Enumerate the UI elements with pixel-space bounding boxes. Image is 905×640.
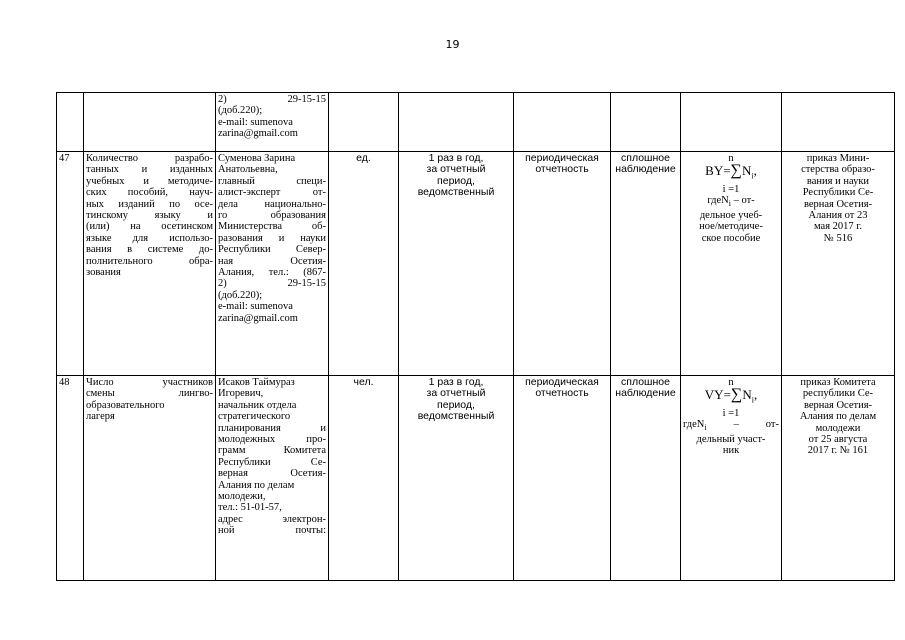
legal-basis-line: Алания от 23 (808, 210, 868, 222)
responsible-line: дела национально- (218, 198, 326, 210)
formula-comma: , (753, 387, 758, 403)
formula-explanation-line (683, 233, 779, 244)
formula-explanation-tail: – от- (730, 195, 755, 207)
page-number: 19 (445, 38, 460, 51)
formula-lower-limit: i =1 (722, 184, 740, 195)
collection-method (611, 152, 681, 376)
indicator-name-line: ных изданий по осе- (86, 198, 213, 210)
row-number: 47 (57, 152, 84, 376)
unit-of-measure: ед. (329, 152, 399, 376)
table-row (57, 376, 895, 581)
formula-explanation-line (683, 221, 779, 232)
indicators-table (56, 92, 895, 581)
responsible-line: 2) 29-15-15 (218, 94, 326, 105)
responsible-line: Министерства об- (218, 221, 326, 233)
periodicity (399, 93, 514, 152)
responsible-line: 2) 29-15-15 (218, 278, 326, 290)
responsible-line: Республики Север- (218, 244, 326, 256)
collection-form-line: периодическая (525, 376, 599, 388)
responsible-line: верная Осетия- (218, 468, 326, 480)
formula-explanation-line (683, 445, 779, 456)
formula-explanation-tail: – от- (706, 419, 779, 431)
row-number: 48 (57, 376, 84, 581)
periodicity-line: 1 раз в год, (428, 152, 484, 164)
legal-basis-line: республики Се- (802, 388, 874, 400)
formula-term-index: i (751, 396, 754, 405)
responsible-line: стратегического (218, 411, 291, 423)
legal-basis-line: молодежи (815, 422, 861, 434)
indicator-name (84, 93, 216, 152)
periodicity-line: 1 раз в год, (428, 376, 484, 388)
responsible-line: zarina@gmail.com (218, 312, 298, 324)
responsible-line: го образования (218, 210, 326, 222)
legal-basis-line: Республики Се- (802, 187, 874, 199)
indicator-name (84, 152, 216, 376)
formula-upper-limit: n (728, 153, 734, 164)
formula-explanation-index: i (728, 199, 731, 209)
indicator-name-line: учебных и методиче- (86, 175, 213, 187)
responsible-line: Игоревич, (218, 388, 264, 400)
indicator-name-line: языке для использо- (86, 232, 213, 244)
formula-explanation-text: ник (722, 445, 740, 457)
responsible-line: Алания по делам (218, 479, 295, 491)
responsible-person (216, 93, 329, 152)
legal-basis-line: приказ Мини- (806, 153, 870, 164)
responsible-line: (доб.220); (218, 289, 263, 301)
legal-basis-line: мая 2017 г. (813, 221, 863, 233)
indicator-name-line: образовательного (86, 399, 165, 411)
formula-lhs: VY= (704, 387, 731, 403)
legal-basis-line: от 25 августа (808, 434, 868, 446)
calculation-formula (681, 152, 782, 376)
legal-basis-line: верная Осетия- (803, 198, 873, 210)
formula-lower-limit: i =1 (722, 408, 740, 419)
indicator-name-line: танных и изданных (86, 164, 213, 176)
legal-basis (782, 93, 895, 152)
collection-method-line: наблюдение (615, 387, 676, 400)
legal-basis (782, 376, 895, 581)
indicator-name-line: (или) на осетинском (86, 221, 213, 233)
legal-basis-line: № 516 (823, 232, 853, 244)
responsible-line: e-mail: sumenova (218, 301, 293, 313)
periodicity-line: период, (437, 398, 475, 411)
collection-form (514, 376, 611, 581)
indicator-name-line: лагеря (86, 411, 115, 423)
formula-term: N (741, 163, 752, 179)
legal-basis-line: приказ Комитета (800, 377, 876, 388)
table-row (57, 93, 895, 152)
legal-basis-line: Алания по делам (799, 411, 877, 423)
periodicity (399, 152, 514, 376)
responsible-line: e-mail: sumenova (218, 116, 293, 128)
collection-form (514, 93, 611, 152)
formula-term: N (742, 387, 752, 403)
responsible-person (216, 152, 329, 376)
responsible-line: адрес электрон- (218, 513, 326, 525)
formula-explanation-line (683, 434, 779, 445)
collection-method-line: наблюдение (615, 163, 676, 176)
periodicity-line: ведомственный (417, 186, 495, 199)
formula-explanation-text: ское пособие (701, 232, 761, 244)
collection-form-line: отчетность (535, 163, 589, 176)
unit-of-measure: чел. (329, 376, 399, 581)
periodicity-line: за отчетный (426, 387, 486, 400)
formula-term-index: i (751, 172, 754, 181)
legal-basis-line: вания и науки (806, 175, 870, 187)
calculation-formula (681, 93, 782, 152)
formula-explanation-line (683, 195, 779, 210)
responsible-line: zarina@gmail.com (218, 128, 298, 140)
formula-upper-limit: n (728, 377, 734, 388)
responsible-line: Республики Се- (218, 456, 326, 468)
collection-form (514, 152, 611, 376)
collection-method (611, 376, 681, 581)
formula-explanation-index: i (704, 423, 707, 433)
indicator-name-line: ских пособий, науч- (86, 187, 213, 199)
responsible-line: планирования и (218, 422, 326, 434)
responsible-line: алист-эксперт от- (218, 187, 326, 199)
formula-expression (683, 388, 779, 408)
collection-form-line: периодическая (525, 152, 599, 164)
row-number (57, 93, 84, 152)
sigma-symbol: ∑ (730, 162, 742, 180)
indicator-name-line: Число участников (86, 377, 213, 388)
formula-explanation-text: дельное учеб- (699, 209, 763, 221)
responsible-line: Алания, тел.: (867- (218, 267, 326, 279)
formula-explanation-line (683, 419, 779, 434)
formula-explanation-text: ное/методиче- (699, 221, 763, 233)
responsible-line: главный специ- (218, 175, 326, 187)
responsible-line: начальник отдела (218, 399, 297, 411)
indicator-name-line: полнительного обра- (86, 255, 213, 267)
indicator-name-line: смены лингво- (86, 388, 213, 400)
legal-basis-line: 2017 г. № 161 (807, 445, 869, 457)
collection-method (611, 93, 681, 152)
responsible-line: ной почты: (218, 525, 326, 537)
formula-lhs: BY= (705, 163, 731, 179)
formula-explanation-text: гдеN (683, 419, 705, 431)
responsible-line: Анатольевна, (218, 164, 278, 176)
unit-of-measure (329, 93, 399, 152)
responsible-line: ная Осетия- (218, 255, 326, 267)
responsible-line: тел.: 51-01-57, (218, 502, 282, 514)
indicator-name (84, 376, 216, 581)
responsible-line: грамм Комитета (218, 445, 326, 457)
table-body (57, 93, 895, 581)
collection-method-line: сплошное (621, 152, 670, 164)
collection-method-line: сплошное (621, 376, 670, 388)
formula-expression (683, 164, 779, 184)
collection-form-line: отчетность (535, 387, 589, 400)
responsible-line: Исаков Таймураз (218, 377, 295, 388)
formula-explanation-text: гдеN (707, 195, 729, 207)
periodicity (399, 376, 514, 581)
responsible-person (216, 376, 329, 581)
formula-explanation-text: дельный участ- (696, 433, 766, 445)
calculation-formula (681, 376, 782, 581)
periodicity-line: за отчетный (426, 163, 486, 176)
formula-comma: , (753, 163, 757, 179)
sigma-symbol: ∑ (730, 386, 743, 404)
legal-basis (782, 152, 895, 376)
periodicity-line: период, (437, 174, 475, 187)
legal-basis-line: верная Осетия- (803, 399, 873, 411)
indicator-name-line: вания в системе до- (86, 244, 213, 256)
formula-explanation-line (683, 210, 779, 221)
responsible-line: разования и науки (218, 232, 326, 244)
responsible-line: молодежных про- (218, 434, 326, 446)
responsible-line: (доб.220); (218, 105, 263, 117)
periodicity-line: ведомственный (417, 410, 495, 423)
indicator-name-line: зования (86, 267, 121, 279)
table-row (57, 152, 895, 376)
indicator-name-line: Количество разрабо- (86, 153, 213, 164)
indicator-name-line: тинскому языку и (86, 210, 213, 222)
responsible-line: молодежи, (218, 491, 266, 503)
responsible-line: Суменова Зарина (218, 153, 296, 164)
legal-basis-line: стерства образо- (801, 164, 875, 176)
